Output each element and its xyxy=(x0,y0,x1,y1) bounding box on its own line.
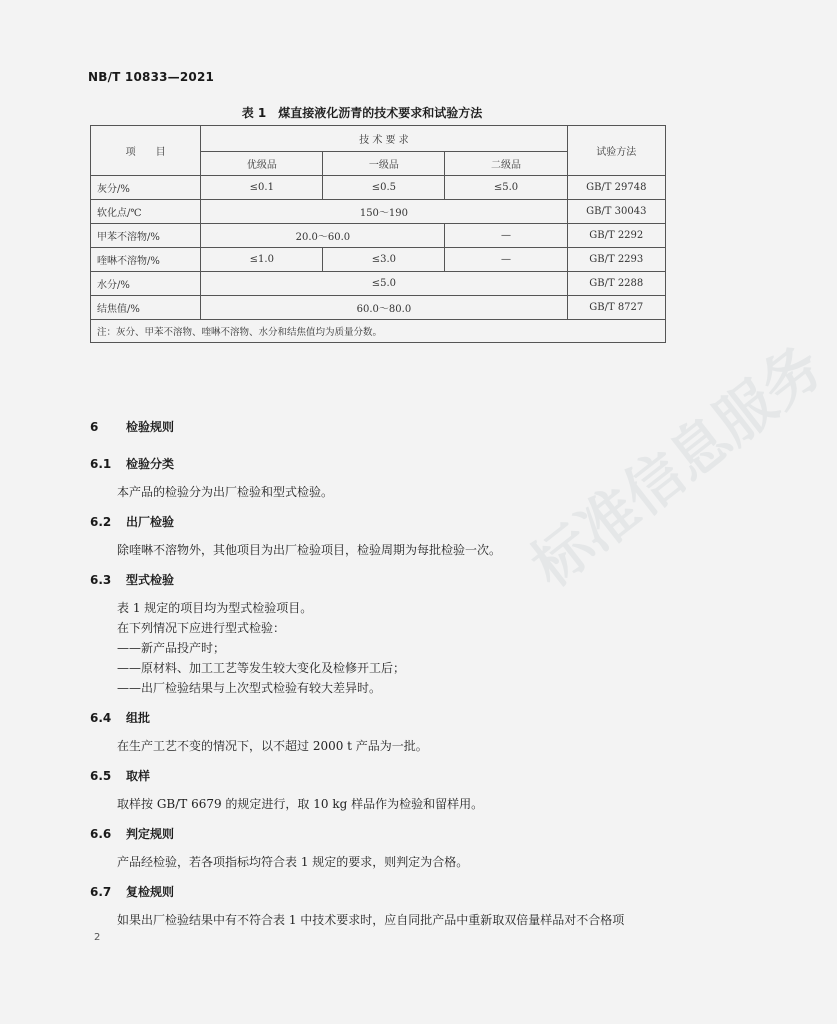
table-row xyxy=(91,200,666,224)
row-grade-1: ≤1.0 xyxy=(201,248,323,272)
subsection-heading xyxy=(90,825,174,842)
subsection-number: 6.5 xyxy=(90,769,112,783)
row-item: 水分/% xyxy=(91,272,201,296)
header-test-method: 试验方法 xyxy=(567,126,665,176)
list-item: ——原材料、加工工艺等发生较大变化及检修开工后； xyxy=(117,661,406,675)
row-method: GB/T 30043 xyxy=(567,200,665,224)
section-title: 检验规则 xyxy=(126,420,175,434)
row-all-grades: 150～190 xyxy=(201,200,567,224)
header-grade-2: 一级品 xyxy=(323,152,445,176)
row-grade-3: ≤5.0 xyxy=(445,176,567,200)
section-heading xyxy=(90,418,174,435)
subsection-number: 6.4 xyxy=(90,711,112,725)
subsection-title: 复检规则 xyxy=(126,885,175,899)
subsection-heading xyxy=(90,571,174,588)
list-item: ——出厂检验结果与上次型式检验有较大差异时。 xyxy=(117,681,382,695)
paragraph: 在生产工艺不变的情况下，以不超过 2000 t 产品为一批。 xyxy=(117,739,428,753)
paragraph: 本产品的检验分为出厂检验和型式检验。 xyxy=(117,485,334,499)
paragraph: 取样按 GB/T 6679 的规定进行，取 10 kg 样品作为检验和留样用。 xyxy=(117,797,484,811)
paragraph: 在下列情况下应进行型式检验： xyxy=(117,621,286,635)
table-row xyxy=(91,224,666,248)
header-item: 项 目 xyxy=(91,126,201,176)
subsection-title: 型式检验 xyxy=(126,573,175,587)
subsection-heading xyxy=(90,709,150,726)
row-grade-2: ≤0.5 xyxy=(323,176,445,200)
table-row xyxy=(91,296,666,320)
row-grade-3: — xyxy=(445,248,567,272)
row-method: GB/T 8727 xyxy=(567,296,665,320)
subsection-heading xyxy=(90,513,174,530)
standard-number: NB/T 10833—2021 xyxy=(88,70,215,84)
specification-table xyxy=(90,125,666,343)
subsection-number: 6.2 xyxy=(90,515,112,529)
subsection-heading xyxy=(90,767,150,784)
section-number: 6 xyxy=(90,420,99,434)
row-grade-1-2: 20.0～60.0 xyxy=(201,224,445,248)
table-note-row xyxy=(91,320,666,343)
row-item: 甲苯不溶物/% xyxy=(91,224,201,248)
header-tech-requirements: 技 术 要 求 xyxy=(201,126,567,152)
subsection-title: 出厂检验 xyxy=(126,515,175,529)
row-item: 灰分/% xyxy=(91,176,201,200)
table-row xyxy=(91,248,666,272)
subsection-number: 6.7 xyxy=(90,885,112,899)
row-method: GB/T 2292 xyxy=(567,224,665,248)
row-grade-1: ≤0.1 xyxy=(201,176,323,200)
row-item: 喹啉不溶物/% xyxy=(91,248,201,272)
subsection-heading xyxy=(90,455,174,472)
watermark: 标准信息服务 xyxy=(519,332,836,600)
subsection-heading xyxy=(90,883,174,900)
row-method: GB/T 2288 xyxy=(567,272,665,296)
header-grade-1: 优级品 xyxy=(201,152,323,176)
paragraph: 除喹啉不溶物外，其他项目为出厂检验项目，检验周期为每批检验一次。 xyxy=(117,543,502,557)
subsection-number: 6.3 xyxy=(90,573,112,587)
header-grade-3: 二级品 xyxy=(445,152,567,176)
subsection-number: 6.6 xyxy=(90,827,112,841)
row-method: GB/T 2293 xyxy=(567,248,665,272)
subsection-title: 组批 xyxy=(126,711,151,725)
subsection-number: 6.1 xyxy=(90,457,112,471)
paragraph: 产品经检验，若各项指标均符合表 1 规定的要求，则判定为合格。 xyxy=(117,855,469,869)
table-row xyxy=(91,272,666,296)
paragraph: 如果出厂检验结果中有不符合表 1 中技术要求时，应自同批产品中重新取双倍量样品对不合格项 xyxy=(117,913,625,927)
subsection-title: 检验分类 xyxy=(126,457,175,471)
table-header-row xyxy=(91,126,666,152)
table-caption: 表 1 煤直接液化沥青的技术要求和试验方法 xyxy=(241,106,483,120)
row-all-grades: ≤5.0 xyxy=(201,272,567,296)
row-item: 软化点/℃ xyxy=(91,200,201,224)
page-number: 2 xyxy=(94,932,101,943)
table-note: 注：灰分、甲苯不溶物、喹啉不溶物、水分和结焦值均为质量分数。 xyxy=(91,320,666,343)
list-item: ——新产品投产时； xyxy=(117,641,226,655)
table-row xyxy=(91,176,666,200)
row-grade-2: ≤3.0 xyxy=(323,248,445,272)
subsection-title: 判定规则 xyxy=(126,827,175,841)
subsection-title: 取样 xyxy=(126,769,151,783)
row-method: GB/T 29748 xyxy=(567,176,665,200)
paragraph: 表 1 规定的项目均为型式检验项目。 xyxy=(117,601,313,615)
row-grade-3: — xyxy=(445,224,567,248)
row-item: 结焦值/% xyxy=(91,296,201,320)
row-all-grades: 60.0～80.0 xyxy=(201,296,567,320)
